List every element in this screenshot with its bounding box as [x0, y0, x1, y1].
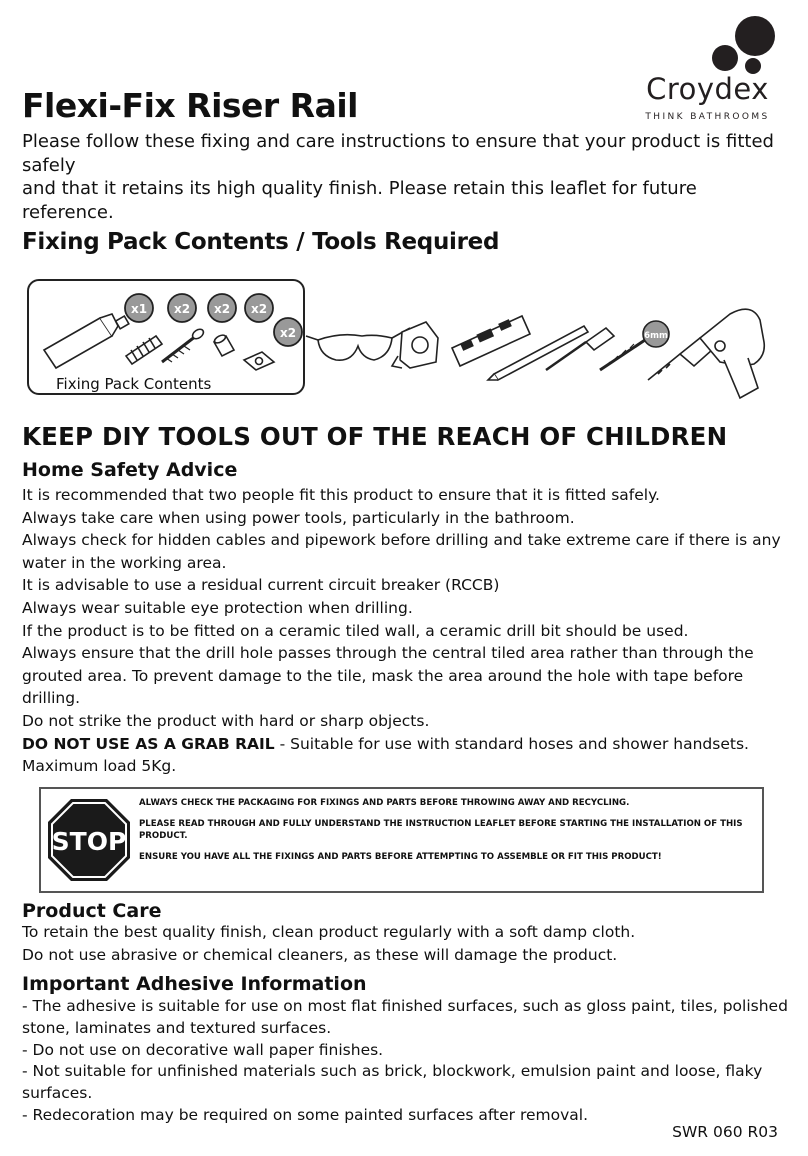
document-reference: SWR 060 R03 — [672, 1123, 778, 1141]
adhesive-text — [22, 996, 792, 1127]
adhesive-heading: Important Adhesive Information — [22, 973, 367, 995]
drill-size-badge — [643, 321, 669, 347]
adhesive-line: - Redecoration may be required on some painted surfaces after removal. — [22, 1105, 589, 1124]
badge-5 — [274, 318, 302, 346]
care-line: Do not use abrasive or chemical cleaners, as these will damage the product. — [22, 945, 618, 964]
badge-2-label: x2 — [173, 302, 191, 316]
badge-3 — [208, 294, 236, 322]
nut-icon — [244, 352, 274, 370]
children-warning: KEEP DIY TOOLS OUT OF THE REACH OF CHILDREN — [22, 422, 728, 451]
screw-icon — [162, 327, 205, 362]
stop-line: ALWAYS CHECK THE PACKAGING FOR FIXINGS AND PARTS BEFORE THROWING AWAY AND RECYCLING. — [139, 798, 630, 808]
power-drill-icon — [648, 309, 764, 398]
spacer-icon — [213, 334, 234, 356]
stop-notice-text — [139, 797, 759, 872]
adhesive-line: - Do not use on decorative wall paper finishes. — [22, 1040, 384, 1059]
safety-line: It is advisable to use a residual current circuit breaker (RCCB) — [22, 576, 500, 595]
badge-1 — [125, 294, 153, 322]
stop-sign-label: STOP — [51, 827, 127, 856]
badge-5-label: x2 — [279, 326, 297, 340]
safety-line: Do not strike the product with hard or sharp objects. — [22, 711, 430, 730]
intro-line: and that it retains its high quality finish. Please retain this leaflet for future reference. — [22, 178, 697, 223]
badge-1-label: x1 — [130, 302, 148, 316]
safety-line: Always check for hidden cables and pipework before drilling and take extreme care if there is any water in the working area. — [22, 531, 781, 572]
drill-bit-icon — [600, 338, 648, 370]
quantity-badges — [125, 294, 669, 347]
safety-glasses-icon — [306, 328, 410, 360]
stop-line: ENSURE YOU HAVE ALL THE FIXINGS AND PARTS BEFORE ATTEMPTING TO ASSEMBLE OR FIT THIS PRODUCT! — [139, 852, 662, 862]
badge-2 — [168, 294, 196, 322]
tape-measure-icon — [392, 322, 438, 368]
stop-line: PLEASE READ THROUGH AND FULLY UNDERSTAND THE INSTRUCTION LEAFLET BEFORE STARTING THE INSTALLATION OF THIS PRODUCT. — [139, 819, 743, 841]
adhesive-line: - Not suitable for unfinished materials such as brick, blockwork, emulsion paint and loose, flaky surfaces. — [22, 1062, 763, 1103]
drill-size-label: 6mm — [644, 331, 668, 341]
pack-caption: Fixing Pack Contents — [56, 375, 212, 393]
safety-line: If the product is to be fitted on a ceramic tiled wall, a ceramic drill bit should be used. — [22, 621, 689, 640]
adhesive-line: - The adhesive is suitable for use on most flat finished surfaces, such as gloss paint, tiles, polished stone, laminates and textured surfaces. — [22, 997, 788, 1037]
grab-rail-note: - Suitable for use with standard hoses and shower handsets. — [274, 734, 749, 753]
max-load: Maximum load 5Kg. — [22, 757, 177, 776]
brand-tagline: THINK BATHROOMS — [645, 112, 770, 122]
badge-4 — [245, 294, 273, 322]
intro-line: Please follow these fixing and care instructions to ensure that your product is fitted safely — [22, 131, 774, 176]
care-text — [22, 921, 787, 966]
safety-line: Always ensure that the drill hole passes through the central tiled area rather than through the grouted area. To prevent damage to the tile, mask the area around the hole with tape before drilling. — [22, 644, 754, 708]
wall-plug-icon — [126, 336, 162, 364]
safety-line: Always wear suitable eye protection when drilling. — [22, 598, 413, 617]
safety-heading: Home Safety Advice — [22, 459, 238, 481]
care-heading: Product Care — [22, 900, 162, 922]
care-line: To retain the best quality finish, clean product regularly with a soft damp cloth. — [22, 923, 636, 941]
safety-line: Always take care when using power tools, particularly in the bathroom. — [22, 508, 575, 527]
safety-advice — [22, 484, 787, 778]
badge-3-label: x2 — [213, 302, 231, 316]
page-title: Flexi-Fix Riser Rail — [22, 86, 358, 125]
grab-rail-line — [22, 733, 787, 756]
brand-name: Croydex — [646, 72, 769, 106]
tools-illustration — [0, 270, 808, 410]
spirit-level-icon — [452, 316, 530, 366]
pack-heading: Fixing Pack Contents / Tools Required — [22, 229, 500, 255]
adhesive-tube-icon — [44, 314, 129, 368]
safety-line: It is recommended that two people fit this product to ensure that it is fitted safely. — [22, 486, 660, 504]
grab-rail-warning: DO NOT USE AS A GRAB RAIL — [22, 734, 275, 753]
badge-4-label: x2 — [250, 302, 268, 316]
intro-text — [22, 130, 782, 224]
stop-sign-icon — [46, 797, 132, 883]
